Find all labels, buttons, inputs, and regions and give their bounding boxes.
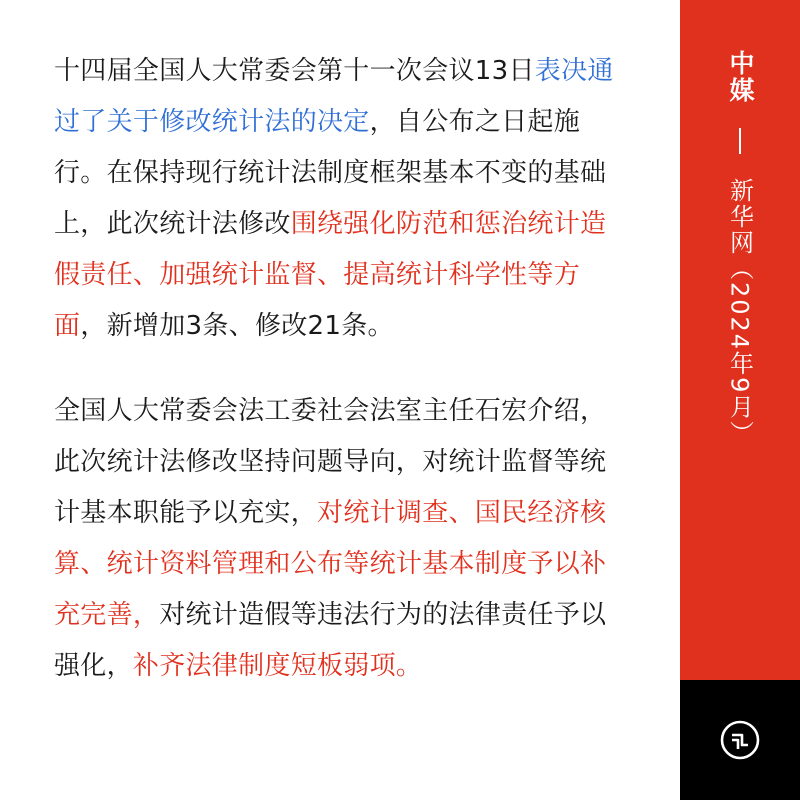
source-label: 新华网（2024年9月） (725, 178, 754, 447)
p2-highlight-red-2: 补齐法律制度短板弱项。 (132, 651, 423, 681)
sidebar-text (722, 50, 758, 446)
sidebar (680, 0, 800, 680)
p1-text-1: 十四届全国人大常委会第十一次会议13日 (54, 56, 535, 86)
p1-text-3: ，新增加3条、修改21条。 (80, 311, 394, 341)
separator-dash (739, 128, 741, 154)
paragraph-1 (54, 46, 614, 352)
sidebar-vertical (680, 50, 800, 446)
footer-logo-block (680, 680, 800, 800)
p1-highlight-blue: 表决通过了关于修改统计法的决定 (54, 56, 614, 137)
p2-text-1: 全国人大常委会法工委社会法室主任石宏介绍，此次统计法修改坚持问题导向，对统计监督等统计基本职能予以充实， (54, 396, 607, 528)
p2-highlight-red-1: 对统计调查、国民经济核算、统计资料管理和公布等统计基本制度予以补充完善， (54, 498, 607, 630)
p1-text-2: ，自公布之日起施行。在保持现行统计法制度框架基本不变的基础上，此次统计法修改 (54, 107, 607, 239)
paragraph-2 (54, 386, 614, 692)
p2-text-2: 对统计造假等违法行为的法律责任予以强化， (54, 600, 607, 681)
brand-logo-icon (718, 718, 762, 762)
brand-name: 中媒 (726, 50, 755, 104)
p1-highlight-red: 围绕强化防范和惩治统计造假责任、加强统计监督、提高统计科学性等方面 (54, 209, 607, 341)
